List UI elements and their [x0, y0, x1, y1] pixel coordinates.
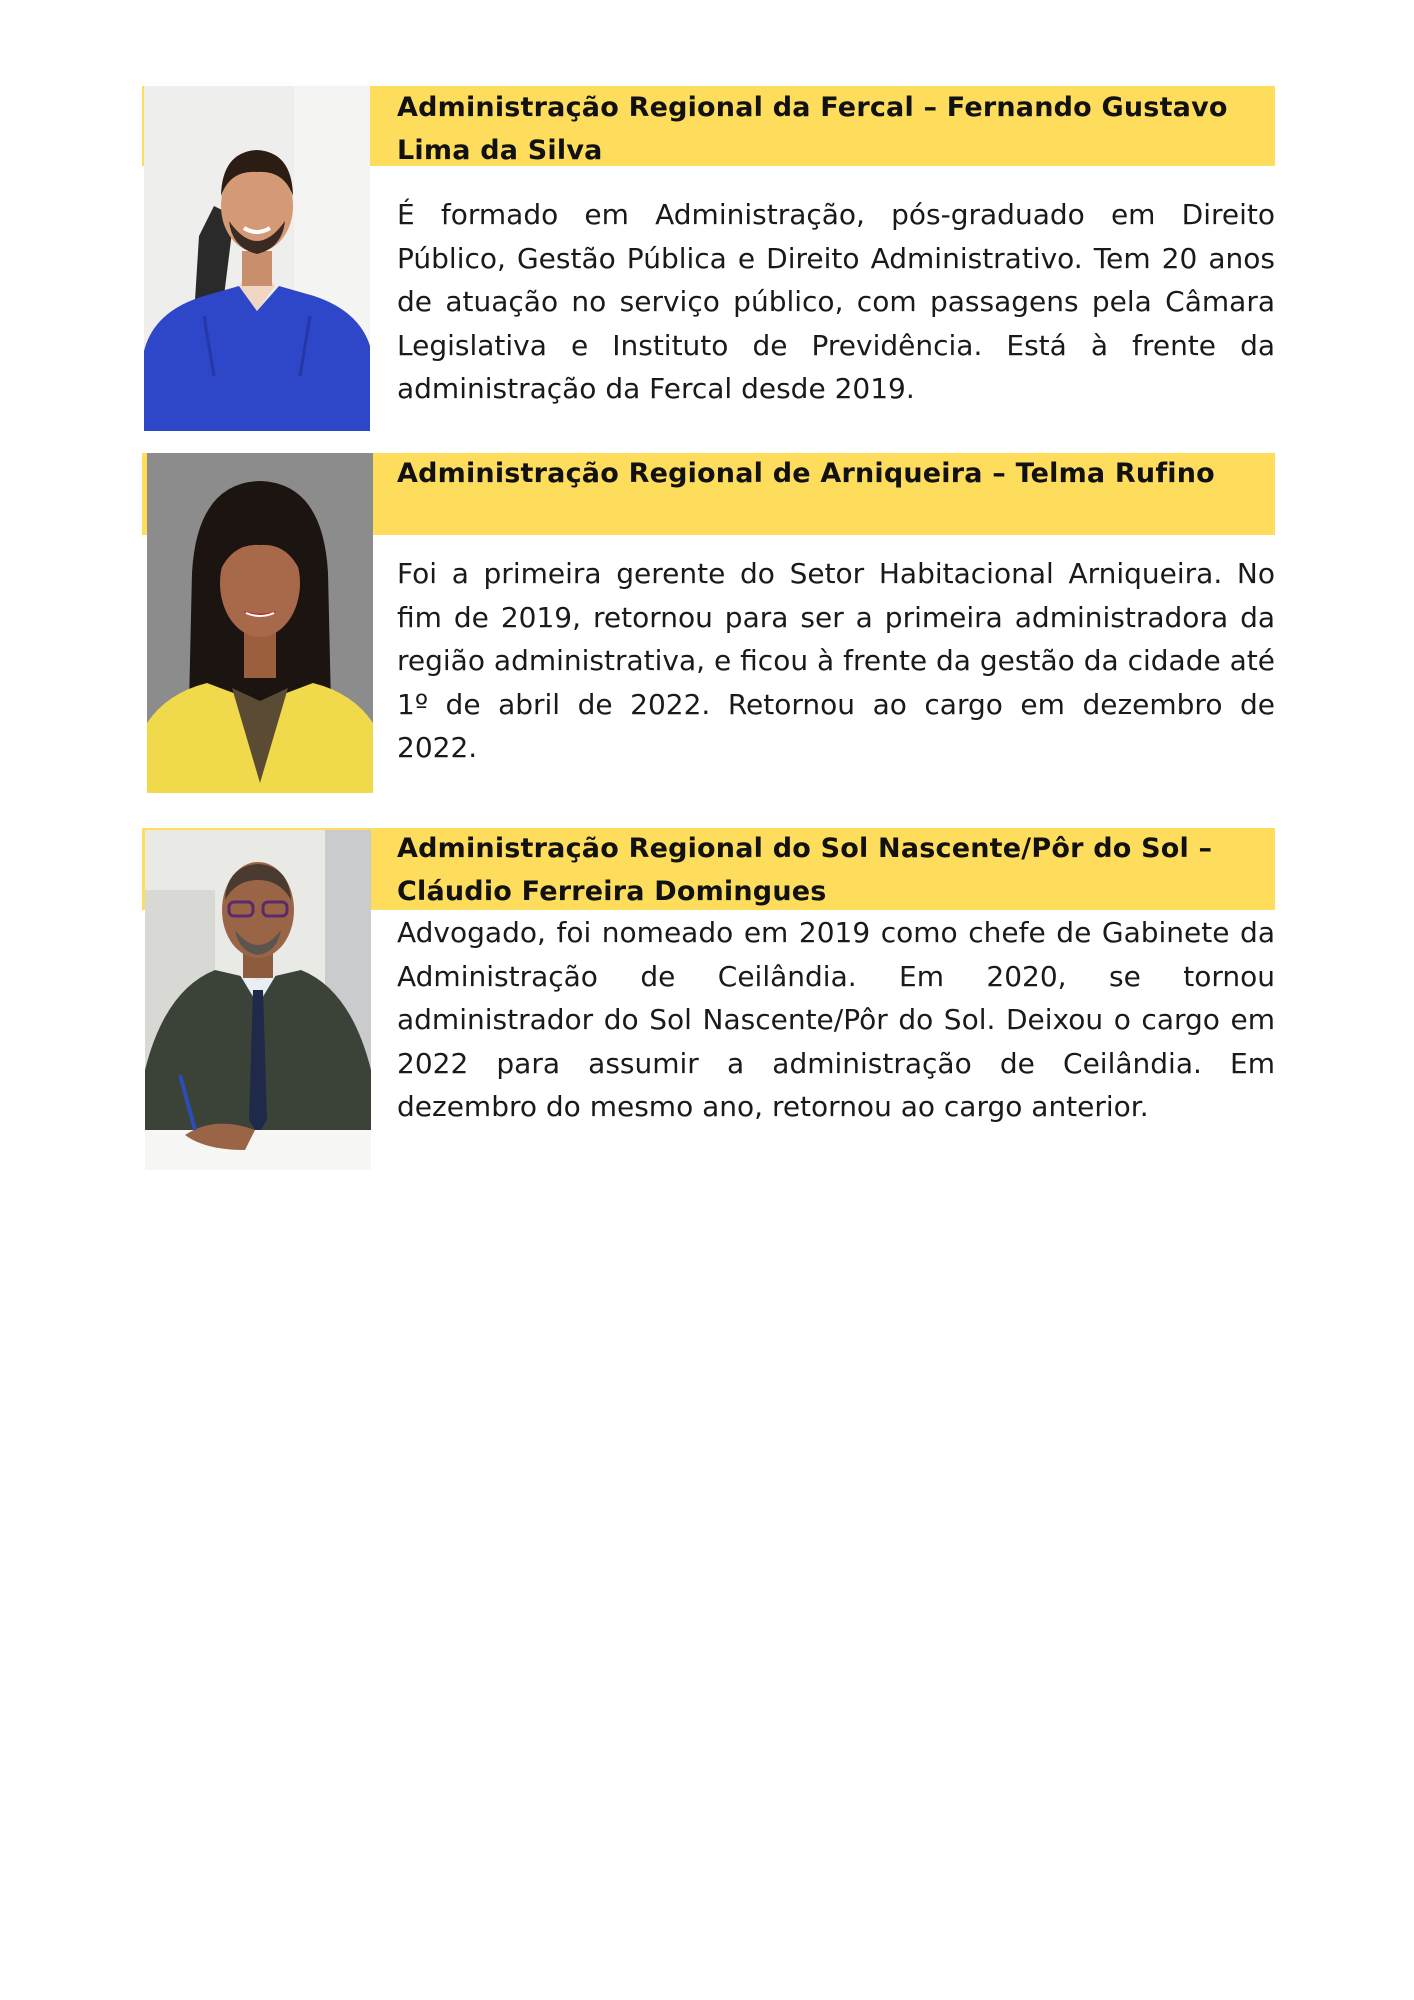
portrait-photo-telma — [147, 453, 373, 793]
entry-bio: Foi a primeira gerente do Setor Habitacional Arniqueira. No fim de 2019, retornou para ser a primeira administradora da região administrativa, e ficou à frente da gestão da cidade até 1º de abril de 2022. Retornou ao cargo em dezembro de 2022. — [397, 557, 1275, 764]
entry-bio: Advogado, foi nomeado em 2019 como chefe de Gabinete da Administração de Ceilândia. Em 2020, se tornou administrador do Sol Nascente/Pôr do Sol. Deixou o cargo em 2022 para assumir a administração de Ceilândia. Em dezembro do mesmo ano, retornou ao cargo anterior. — [397, 916, 1275, 1123]
entry-title: Administração Regional da Fercal – Fernando Gustavo Lima da Silva — [397, 92, 1228, 166]
entry-bio: É formado em Administração, pós-graduado em Direito Público, Gestão Pública e Direito Administrativo. Tem 20 anos de atuação no serviço público, com passagens pela Câmara Legislativa e Instituto de Previdência. Está à frente da administração da Fercal desde 2019. — [397, 198, 1275, 405]
profile-entry-sol-nascente — [142, 828, 1275, 1173]
portrait-photo-claudio — [145, 830, 371, 1170]
entry-title: Administração Regional do Sol Nascente/Pôr do Sol – Cláudio Ferreira Domingues — [397, 833, 1213, 907]
entry-title: Administração Regional de Arniqueira – Telma Rufino — [397, 458, 1215, 489]
profile-entry-fercal — [142, 86, 1275, 431]
portrait-photo-fernando — [144, 86, 370, 431]
profile-entry-arniqueira — [142, 453, 1275, 793]
